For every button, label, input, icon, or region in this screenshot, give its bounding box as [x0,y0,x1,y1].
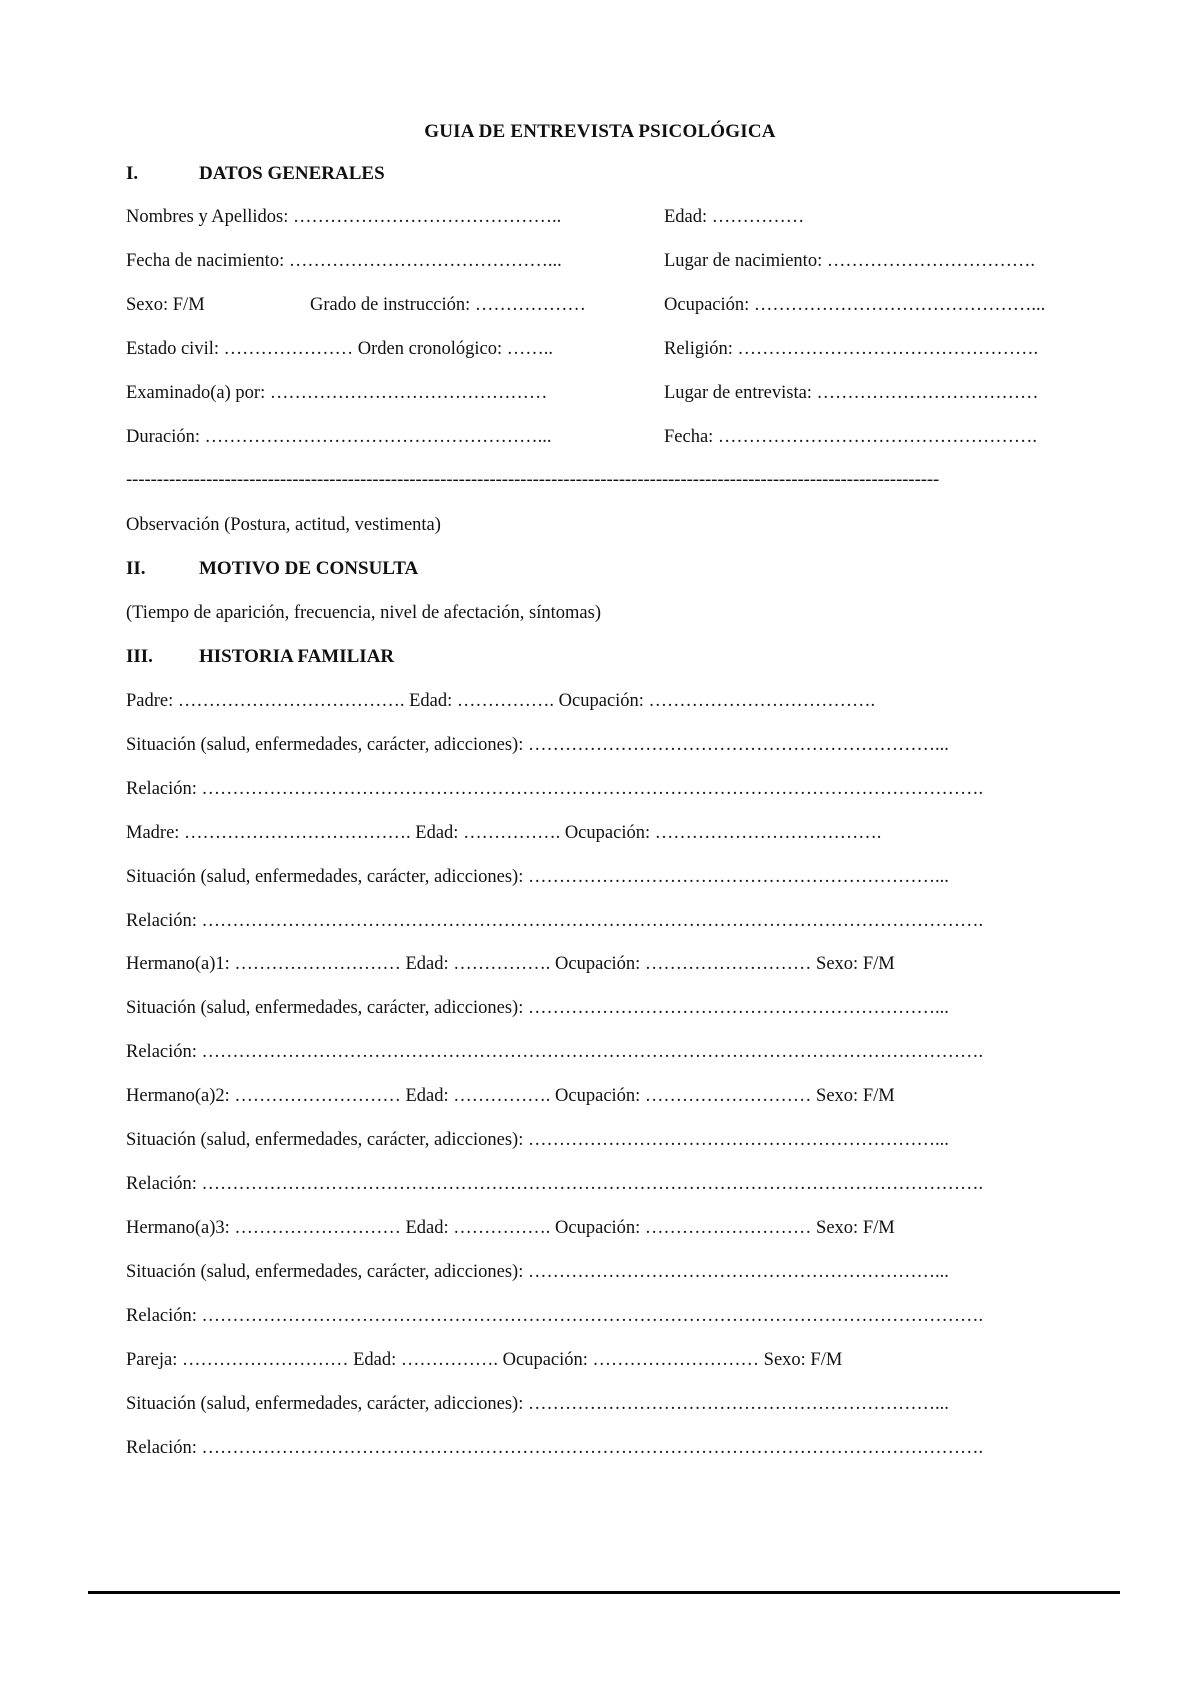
motivo-hint: (Tiempo de aparición, frecuencia, nivel de afectación, síntomas) [126,603,601,623]
section-2-title: MOTIVO DE CONSULTA [199,558,419,579]
field-estado-civil: Estado civil: ………………… Orden cronológico: …….. [126,339,553,359]
field-pareja-relacion: Relación: ………………………………………………………………………………………………………………. [126,1438,984,1458]
field-duracion: Duración: ………………………………………………... [126,427,552,447]
field-madre: Madre: ………………………………. Edad: ……………. Ocupación: ………………………………. [126,823,882,843]
field-ocupacion: Ocupación: ………………………………………... [664,295,1046,315]
section-3-number: III. [126,646,153,667]
field-padre: Padre: ………………………………. Edad: ……………. Ocupación: ………………………………. [126,691,876,711]
section-3-title: HISTORIA FAMILIAR [199,646,395,667]
field-hermano-1-relacion: Relación: ………………………………………………………………………………………………………………. [126,1042,984,1062]
field-religion: Religión: …………………………………………. [664,339,1039,359]
field-hermano-3: Hermano(a)3: ……………………… Edad: ……………. Ocupación: ……………………… Sexo: F/M [126,1218,895,1238]
field-hermano-3-relacion: Relación: ………………………………………………………………………………………………………………. [126,1306,984,1326]
field-hermano-1: Hermano(a)1: ……………………… Edad: ……………. Ocupación: ……………………… Sexo: F/M [126,954,895,974]
section-1-number: I. [126,163,139,184]
field-hermano-2-relacion: Relación: ………………………………………………………………………………………………………………. [126,1174,984,1194]
field-hermano-2: Hermano(a)2: ……………………… Edad: ……………. Ocupación: ……………………… Sexo: F/M [126,1086,895,1106]
field-pareja: Pareja: ……………………… Edad: ……………. Ocupación: ……………………… Sexo: F/M [126,1350,843,1370]
section-2-number: II. [126,558,146,579]
field-nombres: Nombres y Apellidos: …………………………………….. [126,207,562,227]
dashed-separator: ------------------------------------------------------------------------------------------------------------------------------------ [126,471,940,490]
field-lugar-nacimiento: Lugar de nacimiento: ……………………………. [664,251,1035,271]
section-1-title: DATOS GENERALES [199,163,385,184]
field-grado-instruccion: Grado de instrucción: ……………… [310,295,586,315]
field-sexo: Sexo: F/M [126,295,205,315]
field-edad: Edad: …………… [664,207,805,227]
field-fecha-nacimiento: Fecha de nacimiento: ……………………………………... [126,251,562,271]
observacion-label: Observación (Postura, actitud, vestimenta) [126,515,441,535]
field-hermano-3-situacion: Situación (salud, enfermedades, carácter, adicciones): …………………………………………………………... [126,1262,949,1282]
field-padre-situacion: Situación (salud, enfermedades, carácter, adicciones): …………………………………………………………... [126,735,949,755]
field-pareja-situacion: Situación (salud, enfermedades, carácter, adicciones): …………………………………………………………... [126,1394,949,1414]
field-lugar-entrevista: Lugar de entrevista: ……………………………… [664,383,1039,403]
field-examinado-por: Examinado(a) por: ……………………………………… [126,383,548,403]
field-hermano-2-situacion: Situación (salud, enfermedades, carácter, adicciones): …………………………………………………………... [126,1130,949,1150]
bottom-rule [88,1591,1120,1594]
field-padre-relacion: Relación: ………………………………………………………………………………………………………………. [126,779,984,799]
field-fecha: Fecha: ……………………………………………. [664,427,1038,447]
page-title: GUIA DE ENTREVISTA PSICOLÓGICA [424,121,776,142]
field-hermano-1-situacion: Situación (salud, enfermedades, carácter, adicciones): …………………………………………………………... [126,998,949,1018]
field-madre-relacion: Relación: ………………………………………………………………………………………………………………. [126,911,984,931]
field-madre-situacion: Situación (salud, enfermedades, carácter, adicciones): …………………………………………………………... [126,867,949,887]
